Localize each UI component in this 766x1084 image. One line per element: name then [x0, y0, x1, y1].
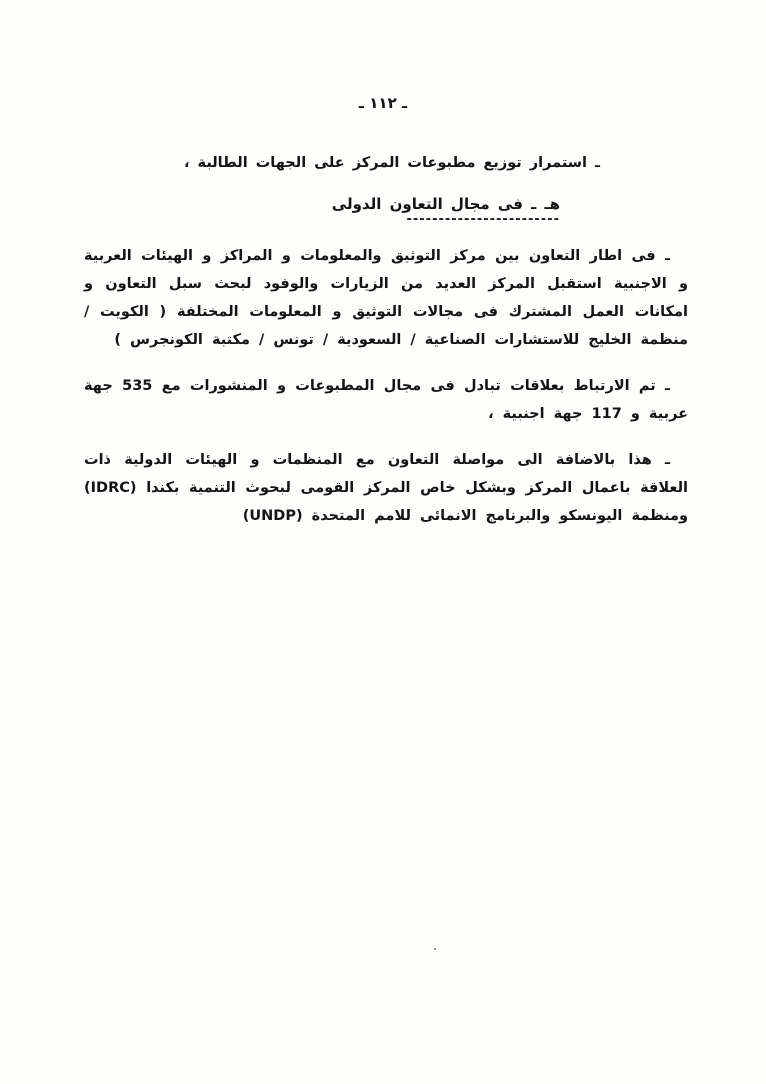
page-number: ـ ١١٢ ـ: [358, 94, 408, 112]
scan-artifact-dot: [434, 948, 436, 950]
bullet-line: ـ استمرار توزيع مطبوعات المركز على الجهات الطالبة ،: [183, 155, 600, 171]
paragraph: ـ تم الارتباط بعلاقات تبادل فى مجال المطبوعات و المنشورات مع 535 جهة عربية و 117 جهة اجنبية ،: [84, 378, 688, 422]
section-heading-block: [332, 192, 560, 224]
section-heading-underline: ------------------------: [406, 216, 560, 224]
paragraph: ـ فى اطار التعاون بين مركز التوثيق والمعلومات و المراكز و الهيئات العربية و الاجنبية استقبل المركز العديد من الزيارات والوفود لبحث سبل التعاون و امكانات العمل المشترك فى مجالات التوثيق و المعلومات المختلفة ( الكويت / منظمة الخليج للاستشارات الصناعية / السعودية / تونس / مكتبة الكونجرس ): [84, 248, 688, 348]
paragraph: ـ هذا بالاضافة الى مواصلة التعاون مع المنظمات و الهيئات الدولية ذات العلاقة باعمال المركز وبشكل خاص المركز القومى لبحوث التنمية بكندا (IDRC) ومنظمة اليونسكو والبرنامج الانمائى للامم المتحدة (UNDP): [84, 452, 688, 524]
section-heading: هـ ـ فى مجال التعاون الدولى: [331, 195, 560, 213]
document-content: [84, 150, 688, 530]
